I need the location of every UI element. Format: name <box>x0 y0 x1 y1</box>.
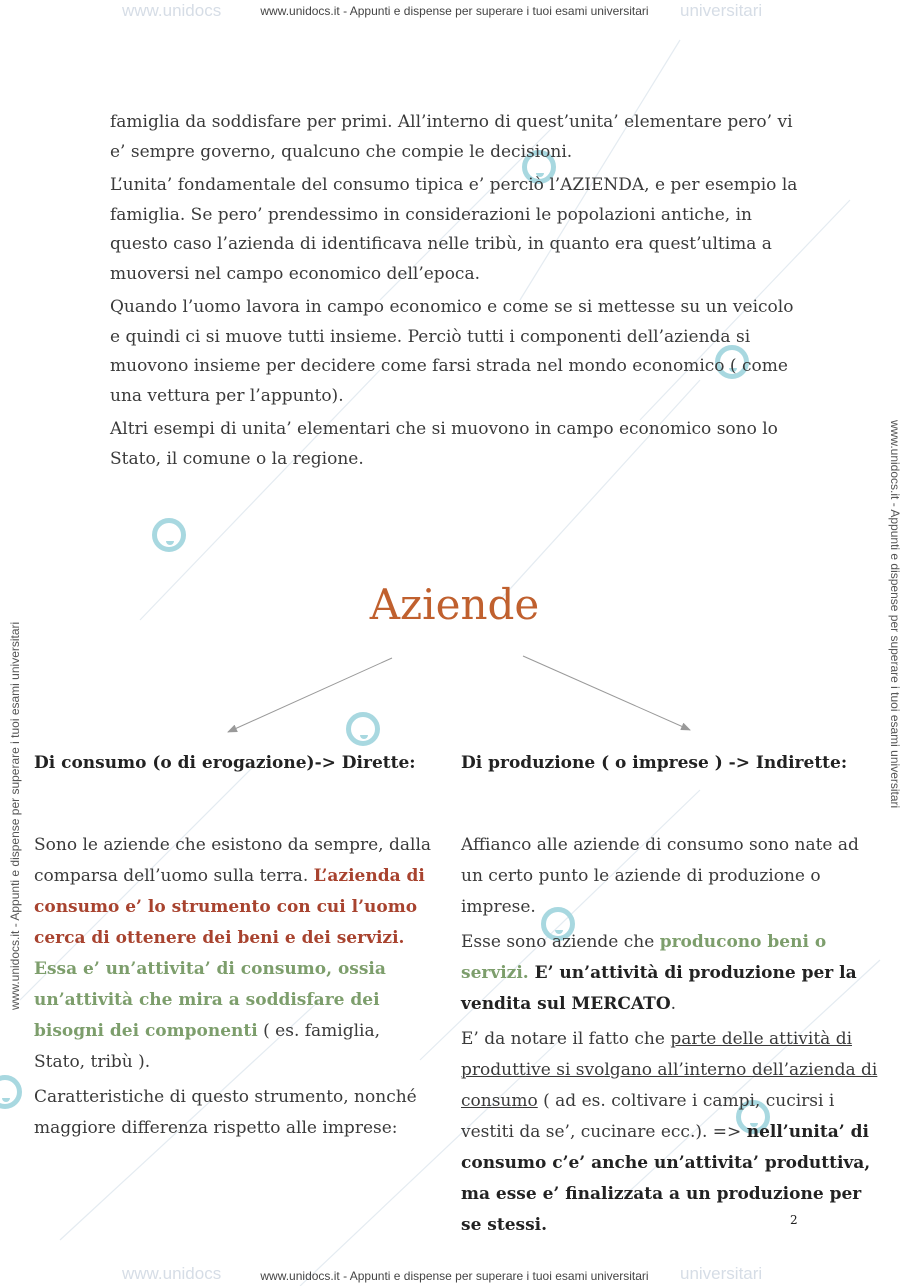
highlight-red: L’azienda di consumo e’ lo strumento con cui l’uomo cerca di ottenere dei beni e dei servizi. <box>34 866 425 948</box>
underlined-text: parte delle attività di produttive si svolgano all’interno dell’azienda di consumo <box>461 1029 878 1111</box>
watermark-bottom: www.unidocs.it - Appunti e dispense per superare i tuoi esami universitari <box>260 1269 649 1283</box>
intro-paragraph-2: L’unita’ fondamentale del consumo tipica e’ perciò l’AZIENDA, e per esempio la famiglia. Se pero’ prendessimo in considerazioni le popolazioni antiche, in questo caso l’azienda di identificava nelle tribù, in quanto era quest’ultima a muoversi nel campo economico dell’epoca. <box>110 175 798 284</box>
diagram-arrows <box>0 650 909 740</box>
section-title: Aziende <box>369 580 540 629</box>
arrow-right <box>523 656 690 730</box>
consumption-paragraph-2: Caratteristiche di questo strumento, nonché maggiore differenza rispetto alle imprese: <box>34 1087 417 1138</box>
production-column <box>461 748 881 1245</box>
intro-text <box>110 108 800 478</box>
arrow-left <box>228 658 392 732</box>
highlight-bold: nell’unita’ di consumo c’e’ anche un’attivita’ produttiva, ma esse e’ finalizzata a un produzione per se stessi. <box>461 1122 871 1235</box>
ghost-watermark-top-left: www.unidocs <box>122 1 222 20</box>
highlight-green: Essa e’ un’attivita’ di consumo, ossia un’attività che mira a soddisfare dei bisogni dei componenti <box>34 959 386 1041</box>
production-paragraph-1: Affianco alle aziende di consumo sono nate ad un certo punto le aziende di produzione o imprese. <box>461 835 859 917</box>
consumption-column <box>34 748 434 1148</box>
consumption-paragraph-1: Sono le aziende che esistono da sempre, dalla comparsa dell’uomo sulla terra. L’azienda di consumo e’ lo strumento con cui l’uomo cerca di ottenere dei beni e dei servizi. Essa e’ un’attivita’ di consumo, ossia un’attività che mira a soddisfare dei bisogni dei componenti ( es. famiglia, Stato, tribù ). <box>34 835 432 1072</box>
intro-paragraph-1: famiglia da soddisfare per primi. All’interno di quest’unita’ elementare pero’ vi e’ sempre governo, qualcuno che compie le decisioni. <box>110 112 793 162</box>
intro-paragraph-4: Altri esempi di unita’ elementari che si muovono in campo economico sono lo Stato, il comune o la regione. <box>110 419 778 469</box>
page-number: 2 <box>790 1213 798 1227</box>
unidocs-logo-icon <box>152 518 186 552</box>
ghost-watermark-top-right: universitari <box>680 1 763 20</box>
ghost-watermark-bottom-right: universitari <box>680 1264 763 1283</box>
watermark-right: www.unidocs.it - Appunti e dispense per superare i tuoi esami universitari <box>888 420 902 809</box>
production-heading: Di produzione ( o imprese ) -> Indirette: <box>461 753 848 773</box>
production-paragraph-3: E’ da notare il fatto che parte delle attività di produttive si svolgano all’interno dell’azienda di consumo ( ad es. coltivare i campi, cucirsi i vestiti da se’, cucinare ecc.). => nell’unita’ di consumo c’e’ anche un’attivita’ produttiva, ma esse e’ finalizzata a un produzione per se stessi. <box>461 1029 878 1235</box>
ghost-watermark-bottom-left: www.unidocs <box>122 1264 222 1283</box>
production-paragraph-2: Esse sono aziende che producono beni o servizi. E’ un’attività di produzione per la vendita sul MERCATO. <box>461 932 857 1014</box>
watermark-top: www.unidocs.it - Appunti e dispense per superare i tuoi esami universitari <box>260 4 649 18</box>
watermark-left: www.unidocs.it - Appunti e dispense per superare i tuoi esami universitari <box>8 621 22 1010</box>
intro-paragraph-3: Quando l’uomo lavora in campo economico e come se si mettesse su un veicolo e quindi ci si muove tutti insieme. Perciò tutti i componenti dell’azienda si muovono insieme per decidere come farsi strada nel mondo economico ( come una vettura per l’appunto). <box>110 297 794 406</box>
consumption-heading: Di consumo (o di erogazione)-> Dirette: <box>34 753 416 773</box>
highlight-bold: E’ un’attività di produzione per la vendita sul MERCATO <box>461 963 857 1014</box>
highlight-green: producono beni o servizi. <box>461 932 827 983</box>
